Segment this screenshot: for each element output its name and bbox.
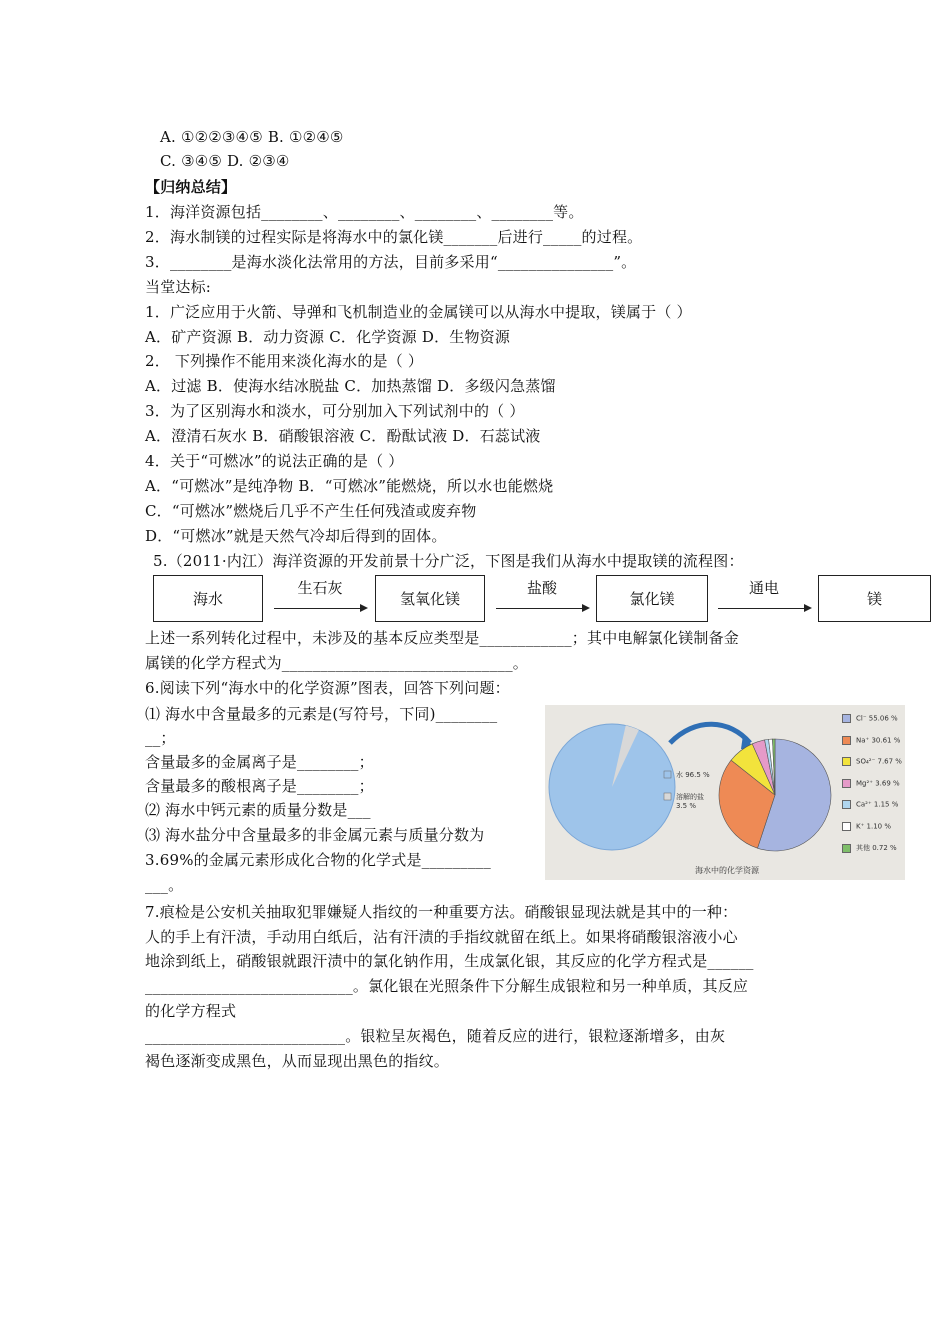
legend-row-ca bbox=[842, 800, 898, 809]
question-3-options: A．澄清石灰水 B．硝酸银溶液 C．酚酞试液 D．石蕊试液 bbox=[145, 427, 541, 445]
question-4-option-c: C．“可燃冰”燃烧后几乎不产生任何残渣或废弃物 bbox=[145, 502, 477, 520]
question-3: 3．为了区别海水和淡水，可分别加入下列试剂中的（ ） bbox=[145, 402, 525, 420]
question-7-line-3: 地涂到纸上，硝酸银就跟汗渍中的氯化钠作用，生成氯化银，其反应的化学方程式是______ bbox=[145, 952, 754, 970]
question-7-line-4: ___________________________。氯化银在光照条件下分解生成银粒和另一种单质，其反应 bbox=[145, 977, 749, 995]
summary-item-3: 3．________是海水淡化法常用的方法，目前多采用“_______________”。 bbox=[145, 253, 637, 271]
question-4-option-ab: A．“可燃冰”是纯净物 B．“可燃冰”能燃烧，所以水也能燃烧 bbox=[145, 477, 554, 495]
question-4: 4．关于“可燃冰”的说法正确的是（ ） bbox=[145, 452, 404, 470]
question-6-acid-radical: 含量最多的酸根离子是________； bbox=[145, 777, 374, 795]
question-2: 2． 下列操作不能用来淡化海水的是（ ） bbox=[145, 352, 424, 370]
legend-water-label: 水 96.5 % bbox=[676, 771, 710, 779]
question-7-line-1: 7.痕检是公安机关抽取犯罪嫌疑人指纹的一种重要方法。硝酸银显现法就是其中的一种： bbox=[145, 903, 738, 921]
class-practice-title: 当堂达标: bbox=[145, 278, 212, 296]
summary-item-1: 1．海洋资源包括________、________、________、________等。 bbox=[145, 203, 584, 221]
summary-item-2: 2．海水制镁的过程实际是将海水中的氯化镁_______后进行_____的过程。 bbox=[145, 228, 643, 246]
seawater-resources-figure bbox=[545, 705, 905, 880]
legend-salt-label: 溶解的盐 bbox=[676, 793, 704, 801]
question-6: 6.阅读下列“海水中的化学资源”图表，回答下列问题： bbox=[145, 679, 510, 697]
flow-box-magnesium-hydroxide: 氢氧化镁 bbox=[375, 575, 485, 622]
flow-box-magnesium: 镁 bbox=[818, 575, 931, 622]
question-7-line-7: 褐色逐渐变成黑色，从而显现出黑色的指纹。 bbox=[145, 1052, 450, 1070]
flow-arrow-2 bbox=[492, 575, 592, 622]
question-4-option-d: D．“可燃冰”就是天然气冷却后得到的固体。 bbox=[145, 527, 447, 545]
legend-salt-swatch bbox=[664, 793, 671, 800]
question-6-part-1-cont: __； bbox=[145, 729, 176, 747]
question-6-part-3: ⑶ 海水盐分中含量最多的非金属元素与质量分数为 bbox=[145, 826, 485, 844]
question-6-part-1: ⑴ 海水中含量最多的元素是(写符号，下同)________ bbox=[145, 705, 498, 723]
summary-title: 【归纳总结】 bbox=[145, 178, 237, 196]
legend-row-mg bbox=[842, 779, 900, 788]
flow-arrow-1 bbox=[270, 575, 370, 622]
legend-row-other bbox=[842, 843, 897, 853]
flow-box-magnesium-chloride: 氯化镁 bbox=[596, 575, 708, 622]
legend-label-so4: SO₄²⁻ 7.67 % bbox=[856, 757, 902, 766]
legend-label-cl: Cl⁻ 55.06 % bbox=[856, 714, 898, 723]
options-ab: A. ①②②③④⑤ B. ①②④⑤ bbox=[160, 128, 344, 146]
question-5-blank-2: 属镁的化学方程式为______________________________。 bbox=[145, 654, 529, 672]
legend-salt-percent: 3.5 % bbox=[676, 802, 697, 810]
figure-caption: 海水中的化学资源 bbox=[695, 866, 759, 875]
question-7-line-6: __________________________。银粒呈灰褐色，随着反应的进行，银粒逐渐增多，由灰 bbox=[145, 1027, 726, 1045]
question-2-options: A．过滤 B．使海水结冰脱盐 C．加热蒸馏 D．多级闪急蒸馏 bbox=[145, 377, 556, 395]
seawater-pie-charts bbox=[545, 705, 905, 880]
legend-swatch-so4 bbox=[842, 757, 851, 766]
flow-arrow-1-label: 生石灰 bbox=[297, 579, 343, 597]
legend-label-na: Na⁺ 30.61 % bbox=[856, 736, 901, 744]
legend-label-k: K⁺ 1.10 % bbox=[856, 822, 891, 830]
flow-arrow-3 bbox=[714, 575, 814, 622]
question-6-part-3-end: ___。 bbox=[145, 876, 184, 894]
question-7-line-2: 人的手上有汗渍，手动用白纸后，沾有汗渍的手指纹就留在纸上。如果将硝酸银溶液小心 bbox=[145, 928, 738, 946]
question-6-metal-ion: 含量最多的金属离子是________； bbox=[145, 753, 374, 771]
legend-row-na bbox=[842, 736, 900, 745]
legend-water-swatch bbox=[664, 771, 671, 778]
legend-swatch-other bbox=[842, 844, 851, 853]
legend-row-cl bbox=[842, 714, 898, 723]
options-cd: C. ③④⑤ D. ②③④ bbox=[160, 152, 290, 170]
flow-arrow-3-label: 通电 bbox=[748, 579, 779, 597]
legend-swatch-mg bbox=[842, 779, 851, 788]
arrow-right-icon bbox=[804, 604, 812, 612]
curved-arrow-icon bbox=[670, 724, 750, 743]
question-6-part-2: ⑵ 海水中钙元素的质量分数是___ bbox=[145, 801, 371, 819]
legend-row-k bbox=[842, 822, 891, 831]
arrow-right-icon bbox=[360, 604, 368, 612]
flow-arrow-2-label: 盐酸 bbox=[526, 579, 557, 597]
legend-label-mg: Mg²⁺ 3.69 % bbox=[856, 779, 900, 787]
question-5: 5.（2011·内江）海洋资源的开发前景十分广泛，下图是我们从海水中提取镁的流程图： bbox=[153, 552, 744, 570]
question-1: 1．广泛应用于火箭、导弹和飞机制造业的金属镁可以从海水中提取，镁属于（ ） bbox=[145, 303, 692, 321]
question-1-options: A．矿产资源 B．动力资源 C．化学资源 D．生物资源 bbox=[145, 328, 511, 346]
legend-label-ca: Ca²⁺ 1.15 % bbox=[856, 800, 899, 809]
salt-composition-pie bbox=[719, 739, 831, 851]
flow-box-seawater: 海水 bbox=[153, 575, 263, 622]
legend-swatch-ca bbox=[842, 800, 851, 809]
legend-row-so4 bbox=[842, 757, 902, 766]
legend-swatch-na bbox=[842, 736, 851, 745]
arrow-right-icon bbox=[582, 604, 590, 612]
legend-swatch-cl bbox=[842, 714, 851, 723]
legend-label-other: 其他 0.72 % bbox=[856, 844, 897, 852]
question-7-line-5: 的化学方程式 bbox=[145, 1002, 237, 1020]
legend-swatch-k bbox=[842, 822, 851, 831]
question-5-blank-1: 上述一系列转化过程中，未涉及的基本反应类型是____________；其中电解氯化镁制备金 bbox=[145, 629, 740, 647]
question-6-part-3-cont: 3.69%的金属元素形成化合物的化学式是_________ bbox=[145, 851, 491, 869]
